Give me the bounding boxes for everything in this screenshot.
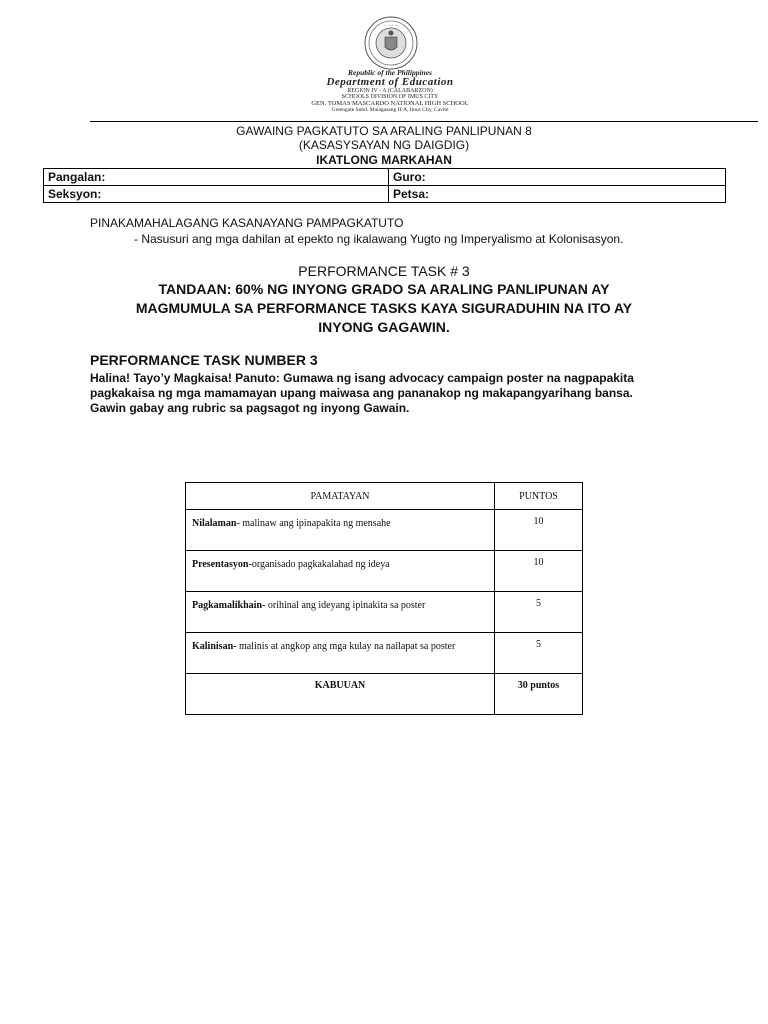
svg-text:• • • • • •: • • • • • • [383,23,399,27]
competency-heading: PINAKAMAHALAGANG KASANAYANG PAMPAGKATUTO [90,216,404,230]
document-subtitle: (KASASYSAYAN NG DAIGDIG) [298,138,470,152]
criteria-name: Nilalaman- [192,518,240,529]
table-row [186,633,583,674]
header-region: REGION IV - A (CALABARZON) [347,88,433,94]
table-row [186,551,583,592]
task-heading: PERFORMANCE TASK NUMBER 3 [90,352,318,368]
criteria-column-header: PAMATAYAN [186,483,495,510]
header-division: SCHOOLS DIVISION OF IMUS CITY [341,94,439,100]
task-instruction-line-1: Halina! Tayo’y Magkaisa! Panuto: Gumawa ng isang advocacy campaign poster na nagpapakita [90,371,634,385]
criteria-cell [186,551,495,592]
student-info-table [43,168,726,203]
criteria-description: malinaw ang ipinapakita ng mensahe [239,518,391,529]
header-divider [90,121,758,122]
competency-item: - Nasusuri ang mga dahilan at epekto ng ikalawang Yugto ng Imperyalismo at Kolonisasyon. [134,232,624,246]
reminder-line-1: TANDAAN: 60% NG INYONG GRADO SA ARALING PANLIPUNAN AY [158,281,610,297]
reminder-line-3: INYONG GAGAWIN. [318,319,450,335]
header-department: Department of Education [326,76,454,88]
name-field[interactable]: Pangalan: [44,169,389,186]
rubric-header-row [186,483,583,510]
table-row [186,592,583,633]
criteria-name: Kalinisan- [192,641,237,652]
task-instruction-line-3: Gawin gabay ang rubric sa pagsagot ng inyong Gawain. [90,401,410,415]
criteria-name: Pagkamalikhain- [192,600,266,611]
quarter-label: IKATLONG MARKAHAN [316,153,452,167]
document-title: GAWAING PAGKATUTO SA ARALING PANLIPUNAN 8 [236,124,532,138]
total-label: KABUUAN [186,674,495,715]
criteria-name: Presentasyon- [192,559,252,570]
rubric-table [185,482,583,715]
header-school: GEN. TOMAS MASCARDO NATIONAL HIGH SCHOOL [311,100,469,107]
section-field[interactable]: Seksyon: [44,186,389,203]
points-cell: 5 [495,592,583,633]
criteria-cell [186,510,495,551]
header-address: Greengate Subd. Malagasang II-A, Imus City, Cavite [331,107,449,113]
criteria-cell [186,592,495,633]
deped-seal-icon [364,16,418,70]
date-field[interactable]: Petsa: [389,186,726,203]
criteria-description: malinis at angkop ang mga kulay na nailapat sa poster [236,641,456,652]
table-row [186,510,583,551]
points-column-header: PUNTOS [495,483,583,510]
teacher-field[interactable]: Guro: [389,169,726,186]
header-republic: Republic of the Philippines [348,68,432,77]
points-cell: 5 [495,633,583,674]
task-instruction-line-2: pagkakaisa ng mga mamamayan upang maiwasa ang pananakop ng makapangyarihang bansa. [90,386,633,400]
points-cell: 10 [495,510,583,551]
performance-task-heading: PERFORMANCE TASK # 3 [298,263,470,279]
reminder-line-2: MAGMUMULA SA PERFORMANCE TASKS KAYA SIGURADUHIN NA ITO AY [135,300,633,316]
criteria-description: orihinal ang ideyang ipinakita sa poster [265,600,426,611]
total-row [186,674,583,715]
points-cell: 10 [495,551,583,592]
criteria-description: organisado pagkakalahad ng ideya [251,559,390,570]
total-points: 30 puntos [495,674,583,715]
criteria-cell [186,633,495,674]
